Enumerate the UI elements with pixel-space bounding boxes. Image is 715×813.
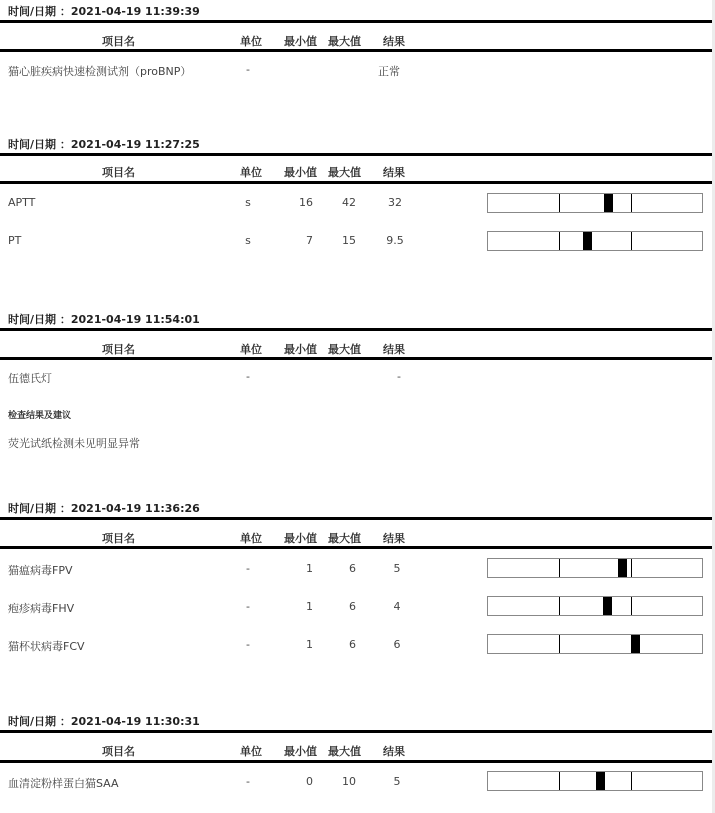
datetime-value: 2021-04-19 11:30:31 [70,715,200,728]
item-min: 7 [306,234,313,247]
range-min-divider [559,232,560,250]
range-max-divider [631,597,632,615]
item-name: 疱疹病毒FHV [8,602,75,615]
item-min: 1 [306,562,313,575]
col-header-result: 结果 [383,166,405,179]
range-max-divider [631,559,632,577]
item-name: APTT [8,196,36,209]
item-result: 4 [393,600,401,613]
advice-title: 检查结果及建议 [8,411,72,421]
header-rule [0,181,712,184]
range-max-divider [631,194,632,212]
header-rule [0,49,712,52]
col-header-min: 最小值 [284,166,317,179]
item-result: 6 [393,638,401,651]
datetime-label: 时间/日期 ： [8,313,71,326]
datetime-label: 时间/日期 ： [8,5,71,18]
item-name: 猫心脏疾病快速检测试剂（proBNP） [8,65,192,78]
col-header-unit: 单位 [240,343,262,356]
col-header-result: 结果 [383,745,405,758]
item-unit: - [246,63,250,76]
item-min: 16 [299,196,313,209]
col-header-result: 结果 [383,532,405,545]
col-header-item: 项目名 [102,343,135,356]
item-name: 猫瘟病毒FPV [8,564,73,577]
result-marker [596,772,605,790]
range-max-divider [631,232,632,250]
range-min-divider [559,597,560,615]
item-unit: s [245,234,251,247]
col-header-item: 项目名 [102,35,135,48]
item-max: 6 [349,638,356,651]
range-min-divider [559,635,560,653]
item-result: 32 [388,196,402,209]
col-header-item: 项目名 [102,745,135,758]
range-min-divider [559,772,560,790]
result-marker [618,559,627,577]
datetime-header [8,500,200,516]
item-unit: s [245,196,251,209]
datetime-header [8,311,200,327]
range-max-divider [631,772,632,790]
col-header-min: 最小值 [284,745,317,758]
result-marker [604,194,613,212]
datetime-header [8,136,200,152]
col-header-max: 最大值 [328,745,361,758]
col-header-min: 最小值 [284,343,317,356]
datetime-label: 时间/日期 ： [8,715,71,728]
range-bar [487,771,703,791]
item-unit: - [246,775,250,788]
item-min: 0 [306,775,313,788]
range-bar [487,596,703,616]
item-unit: - [246,370,250,383]
top-rule [0,517,712,520]
item-name: PT [8,234,22,247]
col-header-max: 最大值 [328,166,361,179]
datetime-header [8,3,200,19]
item-min: 1 [306,600,313,613]
range-min-divider [559,559,560,577]
item-max: 6 [349,562,356,575]
top-rule [0,153,712,156]
item-max: 6 [349,600,356,613]
advice-text: 荧光试纸检测未见明显异常 [8,437,140,450]
col-header-result: 结果 [383,35,405,48]
col-header-min: 最小值 [284,35,317,48]
item-result: 5 [393,562,401,575]
item-min: 1 [306,638,313,651]
col-header-max: 最大值 [328,343,361,356]
datetime-value: 2021-04-19 11:54:01 [70,313,200,326]
col-header-max: 最大值 [328,532,361,545]
top-rule [0,328,712,331]
top-rule [0,20,712,23]
item-unit: - [246,562,250,575]
datetime-value: 2021-04-19 11:27:25 [70,138,200,151]
result-marker [631,635,640,653]
col-header-item: 项目名 [102,532,135,545]
datetime-value: 2021-04-19 11:39:39 [70,5,200,18]
item-result: - [397,370,401,383]
range-bar [487,558,703,578]
item-max: 42 [342,196,356,209]
item-name: 猫杯状病毒FCV [8,640,85,653]
item-result: 9.5 [386,234,404,247]
col-header-unit: 单位 [240,166,262,179]
col-header-min: 最小值 [284,532,317,545]
result-marker [603,597,612,615]
item-result: 正常 [378,65,400,78]
header-rule [0,546,712,549]
range-min-divider [559,194,560,212]
item-max: 10 [342,775,356,788]
item-unit: - [246,600,250,613]
header-rule [0,357,712,360]
item-name: 伍德氏灯 [8,372,52,385]
top-rule [0,730,712,733]
item-max: 15 [342,234,356,247]
range-bar [487,634,703,654]
datetime-label: 时间/日期 ： [8,138,71,151]
col-header-unit: 单位 [240,532,262,545]
datetime-header [8,713,200,729]
range-bar [487,193,703,213]
col-header-unit: 单位 [240,745,262,758]
col-header-result: 结果 [383,343,405,356]
header-rule [0,760,712,763]
datetime-value: 2021-04-19 11:36:26 [70,502,200,515]
item-unit: - [246,638,250,651]
datetime-label: 时间/日期 ： [8,502,71,515]
col-header-max: 最大值 [328,35,361,48]
result-marker [583,232,592,250]
item-result: 5 [393,775,401,788]
range-bar [487,231,703,251]
item-name: 血清淀粉样蛋白猫SAA [8,777,119,790]
col-header-unit: 单位 [240,35,262,48]
col-header-item: 项目名 [102,166,135,179]
